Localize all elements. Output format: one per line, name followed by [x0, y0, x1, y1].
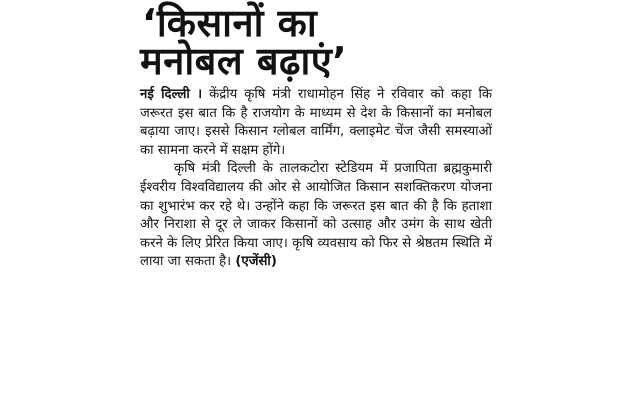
- article-body: [140, 86, 492, 272]
- headline-line-1: ‘किसानों का: [142, 1, 318, 45]
- news-clipping: [138, 0, 498, 400]
- dateline: नई दिल्ली ।: [140, 87, 203, 102]
- headline-line-2: मनोबल बढ़ाएं’: [140, 39, 348, 83]
- paragraph-1-text: केंद्रीय कृषि मंत्री राधामोहन सिंह ने रविवार को कहा कि जरूरत इस बात कि है राजयोग के माध्यम से देश के किसानों का मनोबल बढ़ाया जाए। इससे किसान ग्लोबल वार्मिंग, क्लाइमेट चेंज जैसी समस्याओं का सामना करने में सक्षम होंगे।: [140, 87, 492, 158]
- agency-credit: (एजेंसी): [235, 254, 277, 270]
- paragraph-2-text: कृषि मंत्री दिल्ली के तालकटोरा स्टेडियम में प्रजापिता ब्रह्मकुमारी ईश्वरीय विश्वविद्यालय की ओर से आयोजित किसान सशक्तिकरण योजना का शुभारंभ कर रहे थे। उन्होंने कहा कि जरूरत इस बात की है कि हताशा और निराशा से दूर ले जाकर किसानों को उत्साह और उमंग के साथ खेती करने के लिए प्रेरित किया जाए। कृषि व्यवसाय को फिर से श्रेष्ठतम स्थिति में लाया जा सकता है।: [140, 161, 492, 270]
- article-paragraph-1: [140, 86, 492, 160]
- article-paragraph-2: [140, 160, 492, 272]
